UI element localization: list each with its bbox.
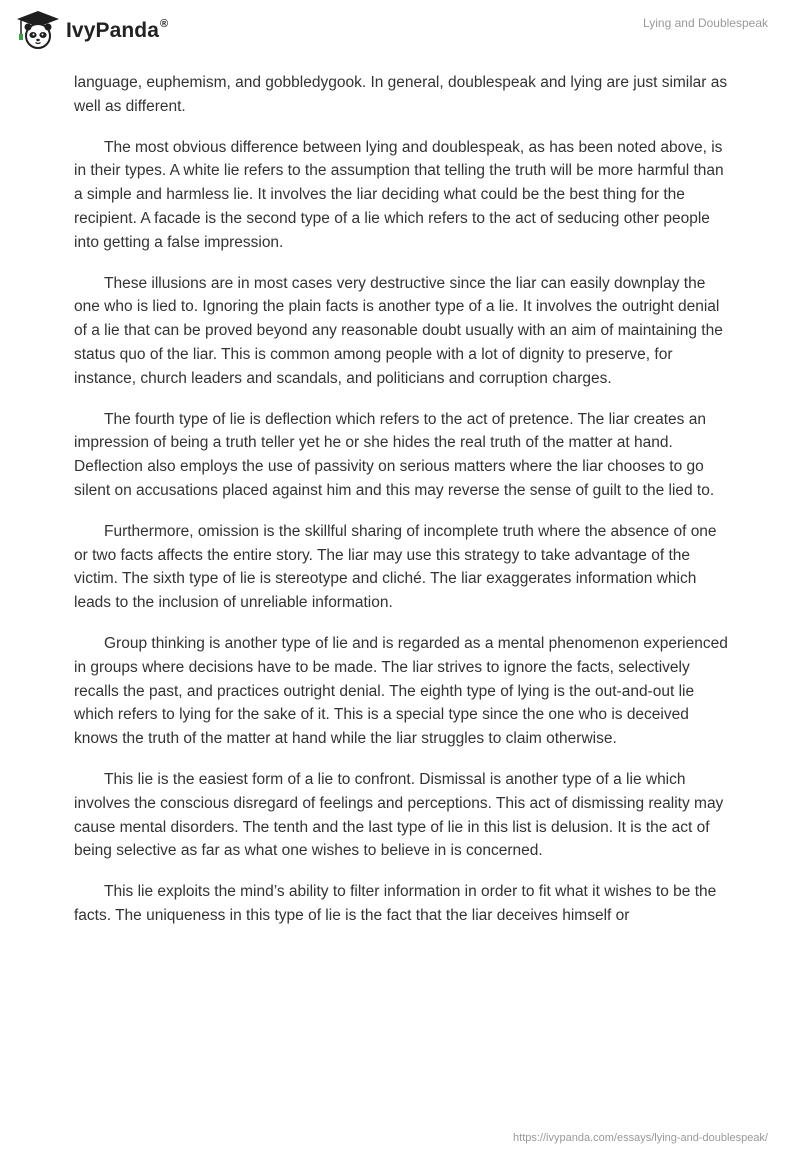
paragraph: This lie is the easiest form of a lie to confront. Dismissal is another type of a lie which involves the conscious disregard of feelings and perceptions. This act of dismissing reality may cause mental disorders. The tenth and the last type of lie in this list is delusion. It is the act of being selective as far as what one wishes to believe in is concerned. (74, 770, 724, 860)
paragraph: These illusions are in most cases very destructive since the liar can easily downplay the one who is lied to. Ignoring the plain facts is another type of a lie. It involves the outright denial of a lie that can be proved beyond any reasonable doubt usually with an aim of maintaining the status quo of the liar. This is common among people with a lot of dignity to preserve, for instance, church leaders and scandals, and politicians and corruption charges. (74, 274, 723, 387)
source-url[interactable]: https://ivypanda.com/essays/lying-and-doublespeak/ (513, 1132, 768, 1144)
document-title: Lying and Doublespeak (643, 16, 768, 30)
paragraph: Furthermore, omission is the skillful sharing of incomplete truth where the absence of one or two facts affects the entire story. The liar may use this strategy to take advantage of the victim. The sixth type of lie is stereotype and cliché. The liar exaggerates information which leads to the inclusion of unreliable information. (74, 522, 717, 612)
panda-graduation-cap-icon (16, 9, 60, 51)
paragraph: language, euphemism, and gobbledygook. In general, doublespeak and lying are just similar as well as different. (74, 74, 728, 115)
page-header (0, 0, 800, 70)
paragraph: The fourth type of lie is deflection which refers to the act of pretence. The liar creates an impression of being a truth teller yet he or she hides the real truth of the matter at hand. Deflection also employs the use of passivity on serious matters where the liar chooses to go silent on accusations placed against him and this may reverse the sense of guilt to the lied to. (74, 410, 715, 499)
paragraph: Group thinking is another type of lie and is regarded as a mental phenomenon experienced in groups where decisions have to be made. The liar strives to ignore the facts, selectively recalls the past, and practices outright denial. The eighth type of lying is the out-and-out lie which refers to lying for the sake of it. This is a special type since the one who is deceived knows the truth of the matter at hand while the liar struggles to claim otherwise. (74, 634, 728, 748)
brand-name: IvyPanda® (66, 18, 169, 42)
paragraph: This lie exploits the mind’s ability to filter information in order to fit what it wishes to be the facts. The uniqueness in this type of lie is the fact that the liar deceives himself or (74, 883, 717, 924)
essay-body (74, 71, 734, 945)
registered-mark: ® (160, 18, 169, 30)
paragraph: The most obvious difference between lying and doublespeak, as has been noted above, is in their types. A white lie refers to the assumption that telling the truth will be more harmful than a simple and harmless lie. It involves the liar deciding what could be the best thing for the recipient. A facade is the second type of a lie which refers to the act of seducing other people into getting a false impression. (74, 138, 724, 251)
ivypanda-logo[interactable] (16, 9, 168, 51)
